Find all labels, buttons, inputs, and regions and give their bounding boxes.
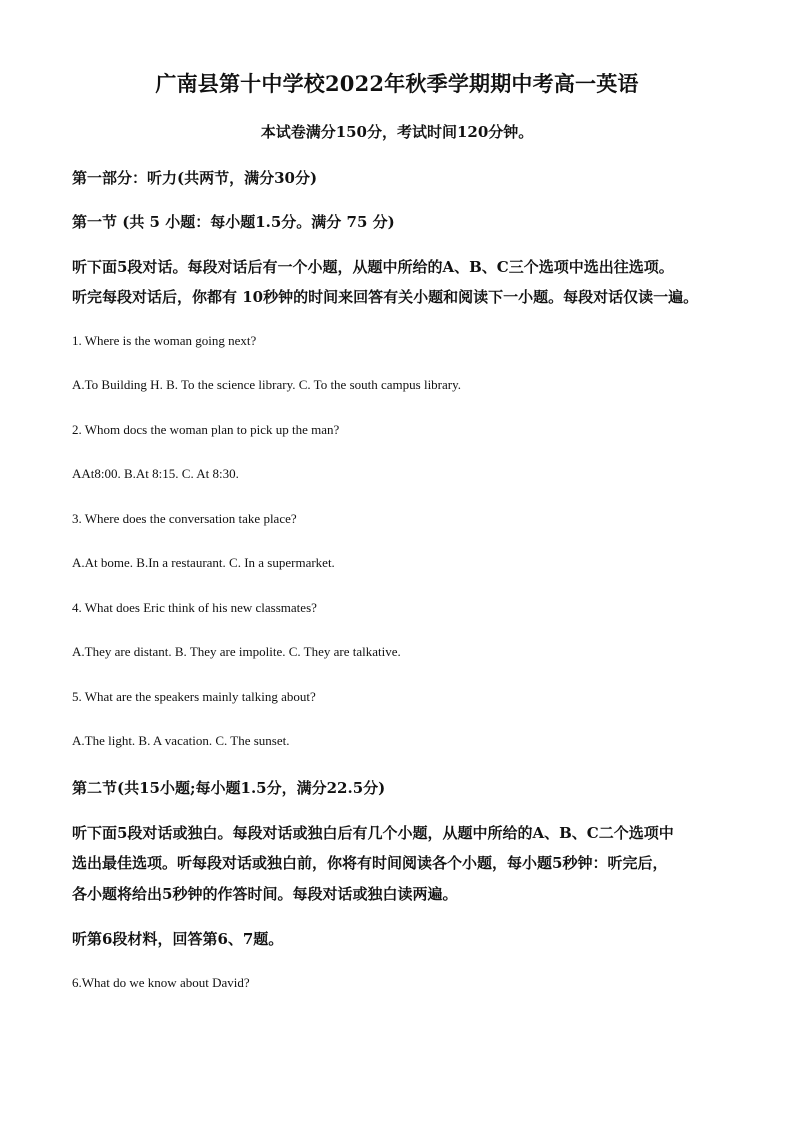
question-text: 5. What are the speakers mainly talking about? <box>72 689 316 704</box>
instruction-line: 听下面5段对话或独白。每段对话或独白后有几个小题，从题中所给的A、B、C二个选项中 <box>72 824 674 842</box>
page-title: 广南县第十中学校2022年秋季学期期中考高一英语 <box>155 71 639 96</box>
instruction-line: 听完每段对话后，你都有 10秒钟的时间来回答有关小题和阅读下一小题。每段对话仅读一遍。 <box>72 288 699 306</box>
instruction-line: 各小题将给出5秒钟的作答时间。每段对话或独白读两遍。 <box>72 885 458 903</box>
section-heading: 第一节 (共 5 小题：每小题1.5分。满分 75 分) <box>72 213 395 231</box>
question-text: 6.What do we know about David? <box>72 975 250 990</box>
part-heading: 第一部分：听力(共两节，满分30分) <box>72 169 318 187</box>
material-note: 听第6段材料，回答第6、7题。 <box>72 930 284 948</box>
instruction-line: 选出最佳选项。听每段对话或独白前，你将有时间阅读各个小题，每小题5秒钟：听完后， <box>72 854 668 872</box>
question-options: A.To Building H. B. To the science library. C. To the south campus library. <box>72 377 462 392</box>
exam-info: 本试卷满分150分，考试时间120分钟。 <box>260 123 534 141</box>
section-heading: 第二节(共15小题;每小题1.5分，满分22.5分) <box>72 779 386 797</box>
instruction-line: 听下面5段对话。每段对话后有一个小题，从题中所给的A、B、C三个选项中选出往选项。 <box>72 258 674 276</box>
question-text: 2. Whom docs the woman plan to pick up the man? <box>72 422 340 437</box>
question-options: A.At bome. B.In a restaurant. C. In a supermarket. <box>72 555 335 570</box>
question-options: A.The light. B. A vacation. C. The sunset. <box>72 733 290 748</box>
question-text: 1. Where is the woman going next? <box>72 333 257 348</box>
question-text: 4. What does Eric think of his new classmates? <box>72 600 317 615</box>
question-text: 3. Where does the conversation take place? <box>72 511 297 526</box>
question-options: AAt8:00. B.At 8:15. C. At 8:30. <box>72 466 239 481</box>
question-options: A.They are distant. B. They are impolite. C. They are talkative. <box>72 644 401 659</box>
